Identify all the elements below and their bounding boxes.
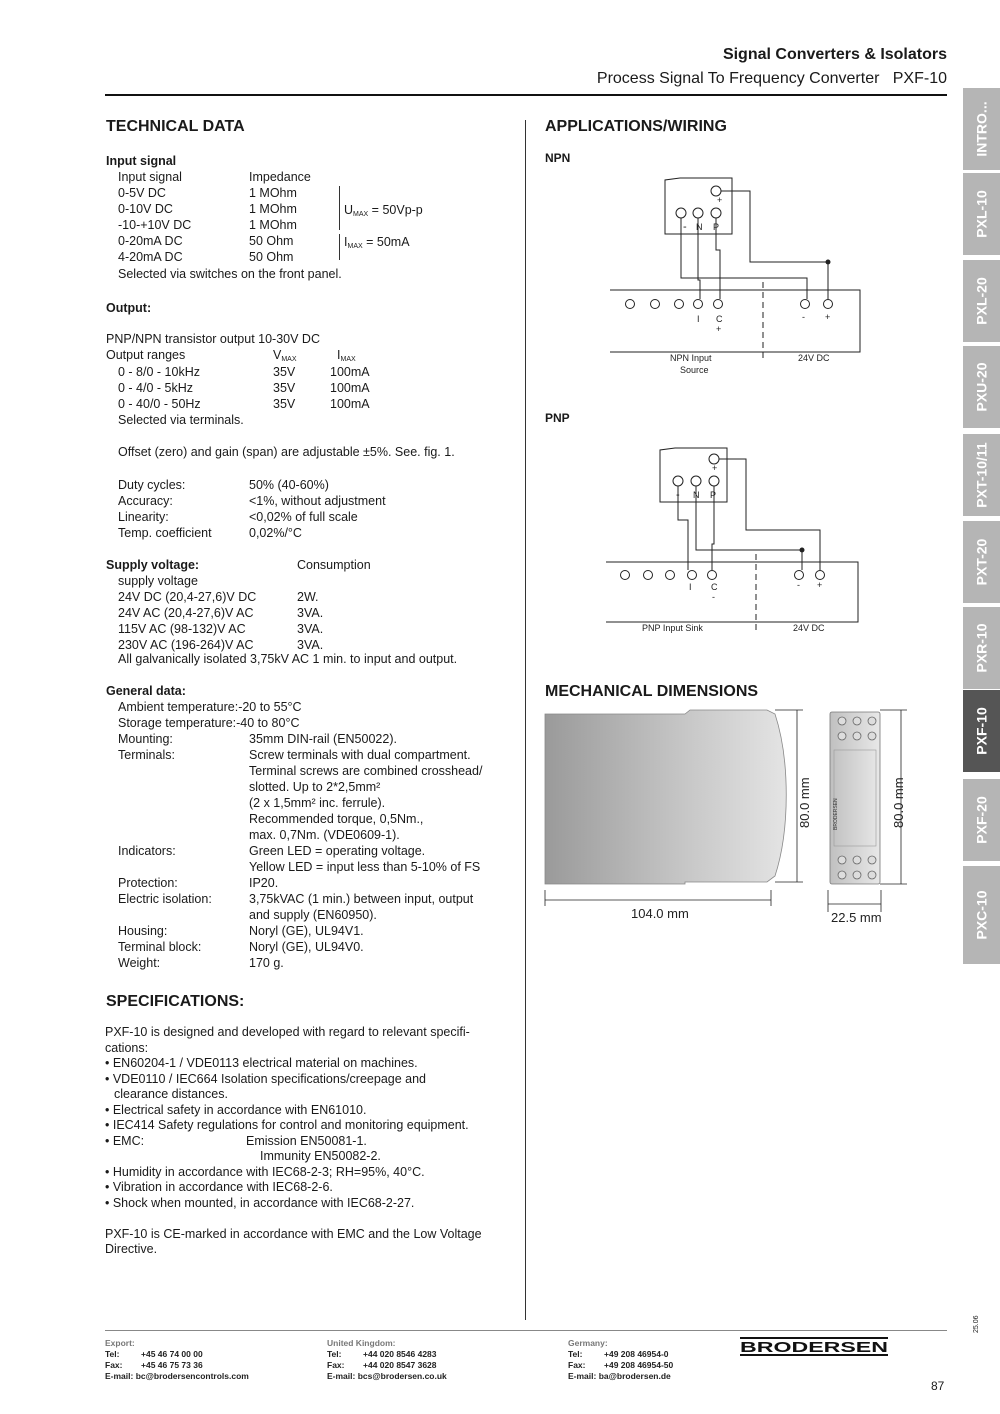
svg-text:C: C [711, 582, 718, 592]
column-divider [525, 120, 526, 1320]
general-key: Electric isolation: [118, 892, 212, 906]
param-value: <0,02% of full scale [249, 510, 358, 524]
brodersen-logo [738, 1336, 893, 1358]
svg-text:+: + [716, 324, 722, 334]
imax-header: $I_{MAX}$ [337, 348, 356, 363]
tab-intro-[interactable]: INTRO... [963, 88, 1000, 170]
tab-pxf-20[interactable]: PXF-20 [963, 779, 1000, 861]
svg-text:22.5 mm: 22.5 mm [831, 910, 882, 925]
svg-text:+: + [825, 312, 831, 322]
output-imax-cell: 100mA [330, 381, 370, 395]
tab-pxc-10[interactable]: PXC-10 [963, 866, 1000, 964]
tab-pxt-20[interactable]: PXT-20 [963, 521, 1000, 603]
svg-text:-: - [676, 489, 680, 501]
general-key: Terminal block: [118, 940, 202, 954]
tab-pxl-10[interactable]: PXL-10 [963, 173, 1000, 255]
spec-bullet: • Humidity in accordance with IEC68-2-3; RH=95%, 40°C. [105, 1164, 425, 1179]
general-value: IP20. [249, 876, 279, 890]
mechanical-heading: MECHANICAL DIMENSIONS [545, 683, 759, 700]
input-note: Selected via switches on the front panel. [118, 267, 342, 281]
supply-value: 3VA. [297, 606, 324, 620]
svg-text:I: I [697, 314, 700, 324]
input-impedance-cell: 1 MOhm [249, 186, 297, 200]
input-signal-cell: 0-10V DC [118, 202, 173, 216]
mechanical-drawing [535, 700, 915, 930]
general-value: max. 0,7Nm. (VDE0609-1). [249, 828, 400, 842]
output-vmax-cell: 35V [273, 397, 296, 411]
input-impedance-cell: 50 Ohm [249, 234, 294, 248]
param-key: Accuracy: [118, 494, 173, 508]
svg-text:24V DC: 24V DC [793, 623, 825, 633]
svg-text:+: + [717, 195, 723, 205]
supply-key: 24V AC (20,4-27,6)V AC [118, 606, 254, 620]
general-value: (2 x 1,5mm² inc. ferrule). [249, 796, 386, 810]
output-line1: PNP/NPN transistor output 10-30V DC [106, 332, 320, 346]
supply-key: 24V DC (20,4-27,6)V DC [118, 590, 257, 604]
svg-text:BRODERSEN: BRODERSEN [740, 1339, 888, 1356]
footer-germany: Germany: Tel: +49 208 46954-0 Fax: +49 208 46954-50 E-mail: ba@brodersen.de [568, 1338, 674, 1381]
svg-text:P: P [713, 222, 720, 232]
output-imax-cell: 100mA [330, 365, 370, 379]
svg-text:+: + [712, 463, 718, 473]
svg-text:-: - [802, 312, 805, 322]
general-value: Recommended torque, 0,5Nm., [249, 812, 424, 826]
spec-bullet: • Electrical safety in accordance with EN61010. [105, 1102, 367, 1117]
general-value: Noryl (GE), UL94V0. [249, 940, 364, 954]
spec-intro: PXF-10 is designed and developed with regard to relevant specifi-cations: [105, 1025, 470, 1055]
offset-note: Offset (zero) and gain (span) are adjustable ±5%. See. fig. 1. [118, 445, 455, 459]
supply-value: 2W. [297, 590, 319, 604]
spec-bullet-cont: clearance distances. [114, 1087, 228, 1101]
footer-rule [105, 1330, 947, 1331]
svg-text:P: P [710, 490, 717, 500]
param-value: 50% (40-60%) [249, 478, 329, 492]
input-signal-cell: 0-20mA DC [118, 234, 183, 248]
applications-heading: APPLICATIONS/WIRING [545, 118, 727, 135]
general-title: General data: [106, 684, 186, 698]
input-signal-cell: -10-+10V DC [118, 218, 192, 232]
input-impedance-cell: 50 Ohm [249, 250, 294, 264]
spec-ce: PXF-10 is CE-marked in accordance with EMC and the Low Voltage Directive. [105, 1226, 482, 1256]
svg-text:PNP Input Sink: PNP Input Sink [642, 623, 703, 633]
page-title: Signal Converters & Isolators [722, 46, 947, 63]
input-signal-cell: 0-5V DC [118, 186, 166, 200]
svg-text:104.0 mm: 104.0 mm [631, 906, 689, 921]
tab-pxr-10[interactable]: PXR-10 [963, 607, 1000, 689]
spec-bullet: • VDE0110 / IEC664 Isolation specifications/creepage and [105, 1071, 427, 1086]
input-impedance-cell: 1 MOhm [249, 218, 297, 232]
svg-text:C: C [716, 314, 723, 324]
input-col2-header: Impedance [249, 170, 311, 184]
svg-text:-: - [712, 592, 715, 602]
pnp-label: PNP [545, 411, 570, 425]
header-rule [105, 94, 947, 96]
general-value: 35mm DIN-rail (EN50022). [249, 732, 397, 746]
param-key: Linearity: [118, 510, 169, 524]
umax-bracket [339, 186, 340, 230]
general-key: Mounting: [118, 732, 173, 746]
specifications-heading: SPECIFICATIONS: [106, 993, 245, 1010]
output-imax-cell: 100mA [330, 397, 370, 411]
general-key: Weight: [118, 956, 161, 970]
spec-bullet: • Vibration in accordance with IEC68-2-6. [105, 1180, 333, 1194]
tab-pxl-20[interactable]: PXL-20 [963, 260, 1000, 342]
input-signal-section [106, 153, 176, 169]
output-ranges-label: Output ranges [106, 348, 186, 362]
tab-pxu-20[interactable]: PXU-20 [963, 346, 1000, 428]
npn-wiring-diagram [600, 170, 870, 380]
param-value: 0,02%/°C [249, 526, 302, 540]
technical-data-heading: TECHNICAL DATA [106, 118, 245, 135]
supply-sub: supply voltage [118, 574, 198, 588]
footer-export: Export: Tel: +45 46 74 00 00 Fax: +45 46 75 73 36 E-mail: bc@brodersencontrols.com [105, 1338, 249, 1381]
input-impedance-cell: 1 MOhm [249, 202, 297, 216]
specifications-body [105, 1025, 510, 1258]
svg-text:BRODERSEN: BRODERSEN [833, 798, 839, 830]
supply-title: Supply voltage: [106, 558, 200, 572]
print-date: 25.06 [973, 1315, 980, 1333]
general-key: Housing: [118, 924, 168, 938]
npn-label: NPN [545, 151, 571, 165]
general-value: Green LED = operating voltage. [249, 844, 426, 858]
svg-text:80.0 mm: 80.0 mm [797, 777, 812, 828]
svg-text:24V DC: 24V DC [798, 353, 830, 363]
output-vmax-cell: 35V [273, 365, 296, 379]
spec-emc-2: Immunity EN50082-2. [260, 1149, 381, 1163]
general-value: and supply (EN60950). [249, 908, 377, 922]
supply-key: 115V AC (98-132)V AC [118, 622, 246, 636]
tab-pxt-10-11[interactable]: PXT-10/11 [963, 434, 1000, 516]
supply-value: 3VA. [297, 638, 324, 652]
spec-bullet: • EN60204-1 / VDE0113 electrical material on machines. [105, 1056, 418, 1070]
input-col1-header: Input signal [118, 170, 182, 184]
input-signal-title: Input signal [106, 154, 177, 168]
spec-emc: • EMC: Emission EN50081-1. [105, 1133, 367, 1148]
output-range-cell: 0 - 40/0 - 50Hz [118, 397, 201, 411]
general-value: Yellow LED = input less than 5-10% of FS [249, 860, 481, 874]
general-value: slotted. Up to 2*2,5mm² [249, 780, 381, 794]
svg-text:Source: Source [680, 365, 709, 375]
general-value: Screw terminals with dual compartment. [249, 748, 471, 762]
spec-bullet: • Shock when mounted, in accordance with IEC68-2-27. [105, 1195, 415, 1210]
svg-text:I: I [689, 582, 692, 592]
param-value: <1%, without adjustment [249, 494, 386, 508]
page-number: 87 [931, 1379, 945, 1393]
consumption-header: Consumption [297, 558, 371, 572]
ambient-temp: Ambient temperature:-20 to 55°C [118, 700, 302, 714]
svg-text:N: N [696, 222, 703, 232]
page-subtitle: Process Signal To Frequency Converter PXF-10 [596, 70, 947, 87]
svg-text:-: - [683, 221, 687, 233]
imax-bracket [339, 234, 340, 260]
general-value: Noryl (GE), UL94V1. [249, 924, 364, 938]
svg-text:80.0 mm: 80.0 mm [891, 777, 906, 828]
output-title: Output: [106, 301, 152, 315]
supply-key: 230V AC (196-264)V AC [118, 638, 254, 652]
svg-text:-: - [797, 580, 800, 590]
tab-pxf-10[interactable]: PXF-10 [963, 690, 1000, 772]
param-key: Duty cycles: [118, 478, 186, 492]
svg-text:NPN Input: NPN Input [670, 353, 712, 363]
spec-bullet: • IEC414 Safety regulations for control and monitoring equipment. [105, 1118, 469, 1132]
vmax-header: $V_{MAX}$ [273, 348, 297, 363]
general-key: Terminals: [118, 748, 175, 762]
input-signal-cell: 4-20mA DC [118, 250, 183, 264]
general-key: Protection: [118, 876, 178, 890]
general-key: Indicators: [118, 844, 176, 858]
pnp-wiring-diagram [600, 440, 870, 640]
umax-label: $U_{MAX} = 50Vp-p$ [344, 203, 423, 218]
imax-label: $I_{MAX} = 50mA$ [344, 235, 410, 250]
general-value: 170 g. [249, 956, 284, 970]
svg-text:N: N [693, 490, 700, 500]
storage-temp: Storage temperature:-40 to 80°C [118, 716, 300, 730]
supply-value: 3VA. [297, 622, 324, 636]
output-range-cell: 0 - 8/0 - 10kHz [118, 365, 200, 379]
supply-note: All galvanically isolated 3,75kV AC 1 min. to input and output. [118, 652, 458, 666]
general-value: Terminal screws are combined crosshead/ [249, 764, 483, 778]
output-note: Selected via terminals. [118, 413, 244, 427]
footer-uk: United Kingdom: Tel: +44 020 8546 4283 Fax: +44 020 8547 3628 E-mail: bcs@brodersen.co.uk [327, 1338, 447, 1381]
svg-text:+: + [817, 580, 823, 590]
general-value: 3,75kVAC (1 min.) between input, output [249, 892, 474, 906]
param-key: Temp. coefficient [118, 526, 212, 540]
output-vmax-cell: 35V [273, 381, 296, 395]
output-range-cell: 0 - 4/0 - 5kHz [118, 381, 194, 395]
